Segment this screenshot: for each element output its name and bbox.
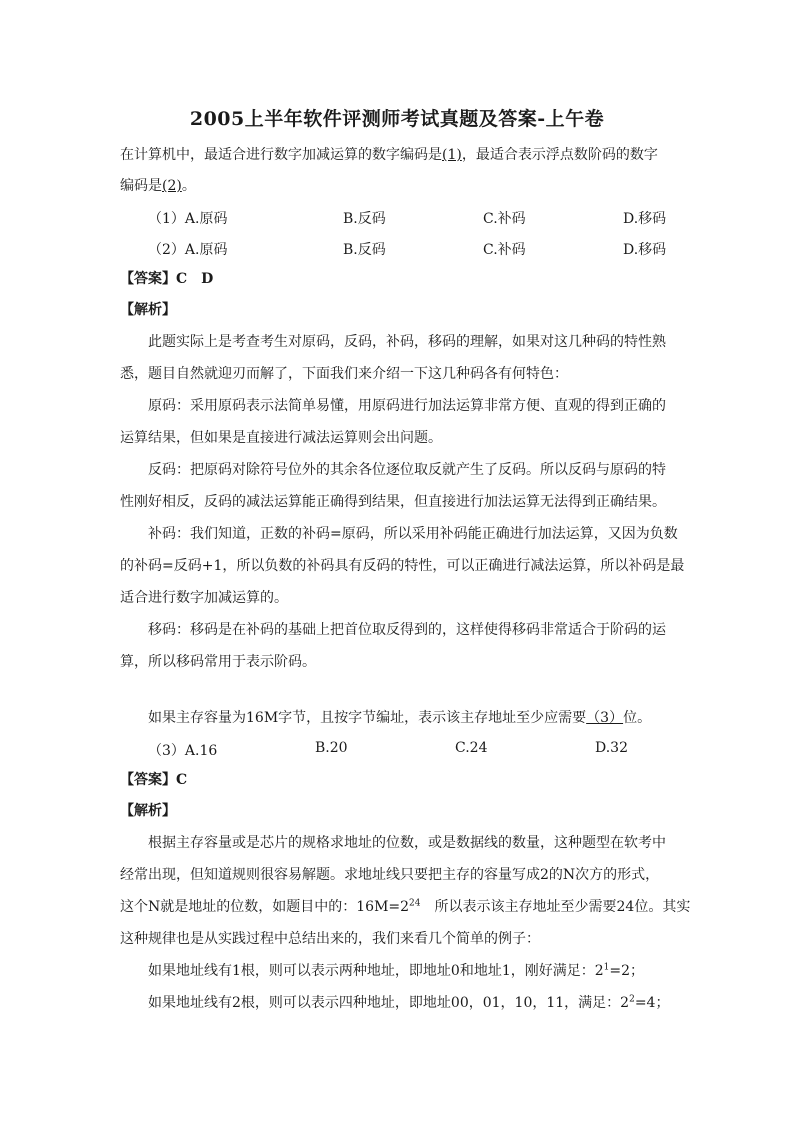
- example-1-exponent: 1: [603, 962, 610, 973]
- q1-stem-line1: [120, 146, 658, 164]
- q3-option-a: （3）A.16: [148, 743, 218, 759]
- q1-para1-line2: 悉，题目自然就迎刃而解了，下面我们来介绍一下这几种码各有何特色：: [120, 366, 568, 382]
- answer-value: C D: [176, 271, 214, 287]
- q1-answer: [120, 270, 213, 288]
- q1-stem-text-d: 。: [181, 178, 196, 194]
- q1-para2-line2: 运算结果，但如果是直接进行减法运算则会出问题。: [120, 430, 442, 446]
- q2-option-b: B.反码: [343, 242, 386, 258]
- q3-formula-text-b: 所以表示该主存地址至少需要24位。其实: [420, 899, 691, 915]
- answer-label: 【答案】: [120, 772, 176, 788]
- answer-label: 【答案】: [120, 271, 176, 287]
- q1-blank-1: (1): [442, 147, 462, 163]
- page-title: 2005上半年软件评测师考试真题及答案-上午卷: [189, 108, 605, 130]
- q3-example-2: [148, 994, 669, 1012]
- q3-blank: （3）: [586, 710, 624, 726]
- q1-stem-text-b: ，最适合表示浮点数阶码的数字: [461, 147, 658, 163]
- q3-option-c: C.24: [455, 740, 488, 756]
- q3-para1-line1: 根据主存容量或是芯片的规格求地址的位数，或是数据线的数量，这种题型在软考中: [148, 835, 666, 851]
- q3-stem-text-b: 位。: [623, 710, 652, 726]
- q3-para1-line2: 经常出现，但知道规则很容易解题。求地址线只要把主存的容量写成2的N次方的形式，: [120, 867, 660, 883]
- q1-analysis-label: 【解析】: [120, 302, 176, 318]
- q1-option-b: B.反码: [343, 211, 386, 227]
- q3-example-1: [148, 962, 644, 980]
- q1-option-c: C.补码: [483, 211, 526, 227]
- q3-analysis-label: 【解析】: [120, 803, 176, 819]
- q3-answer: [120, 771, 187, 789]
- q1-para2-line1: 原码：采用原码表示法简单易懂，用原码进行加法运算非常方便、直观的得到正确的: [148, 398, 666, 414]
- q3-stem-text-a: 如果主存容量为16M字节，且按字节编址，表示该主存地址至少应需要: [148, 710, 587, 726]
- q3-para1-line4: 这种规律也是从实践过程中总结出来的，我们来看几个简单的例子：: [120, 931, 540, 947]
- example-2-exponent: 2: [629, 994, 635, 1005]
- q1-para4-line2: 的补码=反码+1，所以负数的补码具有反码的特性，可以正确进行减法运算，所以补码是最: [120, 558, 685, 574]
- example-2-text-a: 如果地址线有2根，则可以表示四种地址，即地址00，01，10，11，满足：2: [148, 995, 630, 1011]
- q1-para4-line3: 适合进行数字加减运算的。: [120, 590, 288, 606]
- q3-formula-exponent: 24: [409, 898, 421, 909]
- q3-option-d: D.32: [595, 740, 628, 756]
- q1-stem-text-a: 在计算机中，最适合进行数字加减运算的数字编码是: [120, 147, 442, 163]
- q2-option-a: （2）A.原码: [148, 242, 228, 258]
- q1-stem-text-c: 编码是: [120, 178, 162, 194]
- q1-para3-line1: 反码：把原码对除符号位外的其余各位逐位取反就产生了反码。所以反码与原码的特: [148, 462, 666, 478]
- q1-para3-line2: 性刚好相反，反码的减法运算能正确得到结果，但直接进行加法运算无法得到正确结果。: [120, 494, 666, 510]
- q1-para5-line1: 移码：移码是在补码的基础上把首位取反得到的，这样使得移码非常适合于阶码的运: [148, 622, 666, 638]
- q3-option-b: B.20: [315, 740, 348, 756]
- q1-stem-line2: [120, 177, 196, 195]
- q1-blank-2: (2): [162, 178, 182, 194]
- q3-para1-line3: [120, 898, 690, 916]
- q2-option-c: C.补码: [483, 242, 526, 258]
- answer-value: C: [176, 772, 188, 788]
- q1-option-a: （1）A.原码: [148, 211, 228, 227]
- example-1-text-b: =2；: [609, 963, 645, 979]
- q1-option-d: D.移码: [623, 211, 667, 227]
- example-2-text-b: =4；: [634, 995, 670, 1011]
- q1-para1-line1: 此题实际上是考查考生对原码，反码，补码，移码的理解，如果对这几种码的特性熟: [148, 334, 666, 350]
- q2-option-d: D.移码: [623, 242, 667, 258]
- q3-stem: [148, 709, 651, 727]
- q3-formula-text-a: 这个N就是地址的位数，如题目中的：16M=2: [120, 899, 410, 915]
- example-1-text-a: 如果地址线有1根，则可以表示两种地址，即地址0和地址1，刚好满足：2: [148, 963, 604, 979]
- q1-para5-line2: 算，所以移码常用于表示阶码。: [120, 654, 316, 670]
- q1-para4-line1: 补码：我们知道，正数的补码=原码，所以采用补码能正确进行加法运算，又因为负数: [148, 526, 678, 542]
